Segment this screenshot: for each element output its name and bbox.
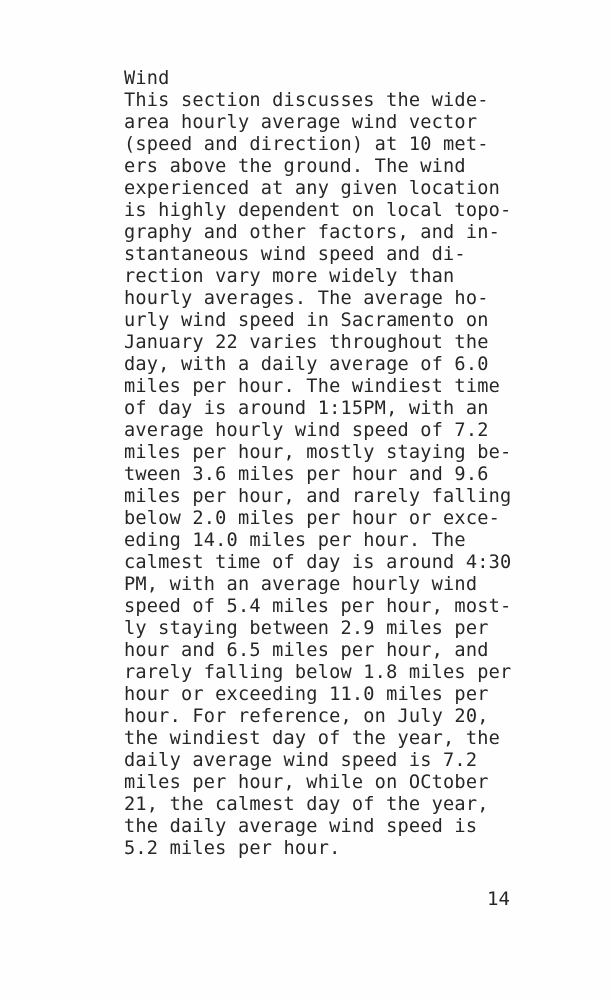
body-line: miles per hour. The windiest time [124, 376, 501, 397]
body-line: stantaneous wind speed and di- [124, 244, 466, 265]
body-line: day, with a daily average of 6.0 [124, 354, 489, 375]
section-heading: Wind [124, 68, 170, 89]
body-line: ly staying between 2.9 miles per [124, 618, 489, 639]
body-line: speed of 5.4 miles per hour, most- [124, 596, 512, 617]
body-line: miles per hour, and rarely falling [124, 486, 512, 507]
body-line: This section discusses the wide- [124, 90, 489, 111]
body-line: below 2.0 miles per hour or exce- [124, 508, 501, 529]
body-line: tween 3.6 miles per hour and 9.6 [124, 464, 489, 485]
body-line: graphy and other factors, and in- [124, 222, 501, 243]
body-line: average hourly wind speed of 7.2 [124, 420, 489, 441]
body-line: hour or exceeding 11.0 miles per [124, 684, 489, 705]
body-line: experienced at any given location [124, 178, 501, 199]
body-line: (speed and direction) at 10 met- [124, 134, 489, 155]
body-line: of day is around 1:15PM, with an [124, 398, 489, 419]
body-line: rarely falling below 1.8 miles per [124, 662, 512, 683]
body-line: hour. For reference, on July 20, [124, 706, 489, 727]
body-line: the daily average wind speed is [124, 816, 478, 837]
body-line: is highly dependent on local topo- [124, 200, 512, 221]
body-line: ers above the ground. The wind [124, 156, 466, 177]
body-line: urly wind speed in Sacramento on [124, 310, 489, 331]
body-line: rection vary more widely than [124, 266, 455, 287]
body-line: hourly averages. The average ho- [124, 288, 489, 309]
body-line: 21, the calmest day of the year, [124, 794, 489, 815]
body-line: area hourly average wind vector [124, 112, 478, 133]
body-line: PM, with an average hourly wind [124, 574, 478, 595]
page-number: 14 [487, 888, 510, 910]
text-block [124, 68, 564, 860]
body-line: daily average wind speed is 7.2 [124, 750, 478, 771]
body-line: hour and 6.5 miles per hour, and [124, 640, 489, 661]
body-line: miles per hour, while on OCtober [124, 772, 489, 793]
body-line: January 22 varies throughout the [124, 332, 489, 353]
body-line: 5.2 miles per hour. [124, 838, 341, 859]
body-line: the windiest day of the year, the [124, 728, 501, 749]
body-line: eding 14.0 miles per hour. The [124, 530, 466, 551]
body-line: calmest time of day is around 4:30 [124, 552, 512, 573]
body-line: miles per hour, mostly staying be- [124, 442, 512, 463]
